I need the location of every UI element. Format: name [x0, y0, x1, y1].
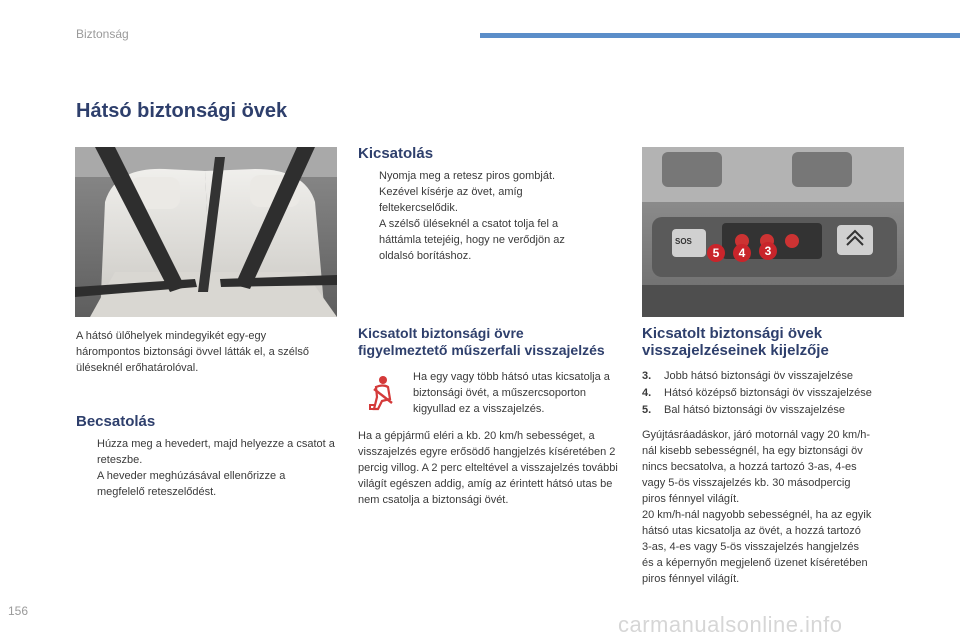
list-item: Kezével kísérje az övet, amíg feltekercselődik.: [379, 186, 523, 214]
warning-lamp-heading: Kicsatolt biztonsági övre figyelmeztető műszerfali visszajelzés: [358, 325, 605, 358]
dashboard-indicators-photo: [642, 147, 904, 317]
warning-lamp-row: [358, 369, 628, 419]
page-title: Hátsó biztonsági övek: [76, 100, 288, 122]
warning-lamp-text: Ha egy vagy több hátsó utas kicsatolja a biztonsági övét, a műszercsoporton kigyullad ez a visszajelzés.: [413, 371, 610, 415]
list-item: 3. Jobb hátsó biztonsági öv visszajelzése: [642, 370, 853, 382]
callout-4: 4: [733, 244, 751, 262]
warning-lamp-paragraph: Ha a gépjármű eléri a kb. 20 km/h sebességet, a visszajelzés egyre erősödő hangjelzés kíséretében 2 percig villog. A 2 perc elteltével a visszajelzés további világít egészen addig, amíg az érintett hátsó utas be nem csatolja a biztonsági övét.: [358, 430, 618, 506]
sos-button-label: SOS: [675, 237, 692, 246]
indicators-heading: Kicsatolt biztonsági övek visszajelzéseinek kijelzője: [642, 325, 829, 359]
watermark: carmanualsonline.info: [618, 612, 843, 637]
list-item: 5. Bal hátsó biztonsági öv visszajelzése: [642, 404, 845, 416]
fastening-heading: Becsatolás: [76, 413, 156, 430]
list-item: A heveder meghúzásával ellenőrizze a megfelelő reteszelődést.: [97, 470, 286, 498]
indicators-paragraph: Gyújtásráadáskor, járó motornál vagy 20 km/h- nál kisebb sebességnél, ha egy biztonsági öv nincs becsatolva, a hozzá tartozó 3-as, 4-es vagy 5-ös visszajelzés kb. 30 másodpercig piros fénnyel világít. 20 km/h-nál nagyobb sebességnél, ha az egyik hátsó utas kicsatolja az övét, a hozzá tartozó 3-as, 4-es vagy 5-ös visszajelzés hangjelzés és a képernyőn megjelenő üzenet kíséretében piros fénnyel világít.: [642, 429, 872, 585]
header-section-label: Biztonság: [76, 27, 129, 41]
intro-paragraph: A hátsó ülőhelyek mindegyikét egy-egy hárompontos biztonsági övvel látták el, a szélső üléseknél erőhatárolóval.: [76, 330, 309, 374]
list-item: 4. Hátsó középső biztonsági öv visszajelzése: [642, 387, 872, 399]
callout-5: 5: [707, 244, 725, 262]
seatbelt-warning-icon: [366, 375, 398, 411]
unfastening-list: [358, 168, 598, 264]
indicators-list: [642, 368, 904, 419]
unfastening-heading: Kicsatolás: [358, 145, 434, 162]
callout-3: 3: [759, 242, 777, 260]
list-item: Nyomja meg a retesz piros gombját.: [379, 170, 556, 182]
rear-seats-photo: [75, 147, 337, 317]
fastening-list: [76, 436, 336, 500]
list-item: Húzza meg a hevedert, majd helyezze a csatot a reteszbe.: [97, 438, 335, 466]
list-item: A szélső üléseknél a csatot tolja fel a háttámla tetejéig, hogy ne verődjön az oldalsó borításhoz.: [379, 218, 565, 262]
page-number: 156: [8, 604, 29, 618]
header-accent-bar: [480, 33, 960, 38]
